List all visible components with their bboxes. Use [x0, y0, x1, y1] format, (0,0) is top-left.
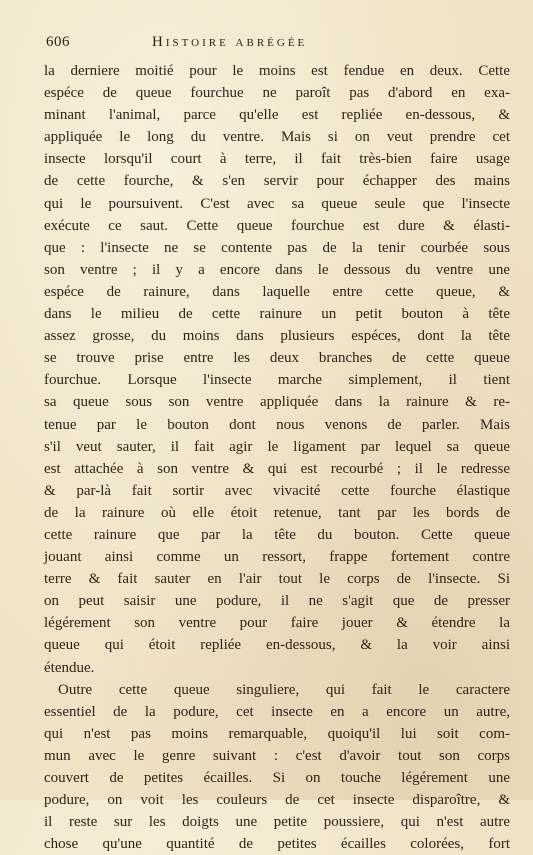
text-line: qui n'est pas moins remarquable, quoiqu'il lui soit com- [44, 725, 510, 742]
text-line: son ventre ; il y a encore dans le dessous du ventre une [44, 261, 510, 278]
text-line: jouant ainsi comme un ressort, frappe fortement contre [44, 549, 510, 566]
text-line: couvert de petites écailles. Si on touche légérement une [44, 770, 510, 786]
text-line: insecte lorsqu'il court à terre, il fait très-bien faire usage [44, 151, 510, 168]
text-line: tenue par le bouton dont nous venons de parler. Mais [44, 416, 510, 433]
text-line: fourchue. Lorsque l'insecte marche simplement, il tient [44, 372, 510, 389]
text-line: podure, on voit les couleurs de cet insecte disparoître, & [44, 792, 510, 809]
text-line: il reste sur les doigts une petite poussiere, qui n'est autre [44, 814, 510, 831]
text-line: on peut saisir une podure, il ne s'agit que de presser [44, 593, 510, 610]
text-line: cette rainure que par la tête du bouton. Cette queue [44, 526, 510, 543]
text-line: est attachée à son ventre & qui est recourbé ; il le redresse [44, 460, 510, 477]
page-header [46, 30, 494, 54]
text-line: exécute ce saut. Cette queue fourchue est dure & élasti- [44, 217, 510, 234]
running-head: Histoire abrégée [152, 34, 308, 50]
text-line: s'il veut sauter, il fait agir le ligament par lequel sa queue [44, 438, 510, 455]
text-line: se trouve prise entre les deux branches de cette queue [44, 350, 510, 367]
text-line: sa queue sous son ventre appliquée dans la rainure & re- [44, 394, 510, 411]
text-line: de cette fourche, & s'en servir pour échapper des mains [44, 173, 510, 190]
text-line: chose qu'une quantité de petites écailles colorées, fort [44, 836, 510, 853]
text-line: terre & fait sauter en l'air tout le corps de l'insecte. Si [44, 571, 510, 588]
body-text [44, 60, 510, 855]
text-line: minant l'animal, parce qu'elle est repliée en-dessous, & [44, 107, 510, 124]
text-line: appliquée le long du ventre. Mais si on veut prendre cet [44, 129, 510, 146]
text-line: de la rainure où elle étoit retenue, tant par les bords de [44, 504, 510, 521]
text-line: espéce de queue fourchue ne paroît pas d'abord en exa- [44, 85, 510, 102]
page-number: 606 [46, 34, 70, 50]
text-line: légérement son ventre pour faire jouer & étendre la [44, 615, 510, 632]
text-line: assez grosse, du moins dans plusieurs espéces, dont la tête [44, 328, 510, 345]
text-line: queue qui étoit repliée en-dessous, & la voir ainsi [44, 637, 510, 654]
text-line: mun avec le genre suivant : c'est d'avoir tout son corps [44, 747, 510, 764]
paragraph [44, 60, 510, 679]
text-line: Outre cette queue singuliere, qui fait le caractere [58, 681, 510, 698]
text-line: que : l'insecte ne se contente pas de la tenir courbée sous [44, 239, 510, 256]
text-line: dans le milieu de cette rainure un petit bouton à tête [44, 306, 510, 323]
text-line: qui le poursuivent. C'est avec sa queue seule que l'insecte [44, 195, 510, 212]
text-line: la derniere moitié pour le moins est fendue en deux. Cette [44, 63, 510, 79]
text-line: étendue. [44, 659, 95, 676]
paragraph [44, 679, 510, 855]
text-line: essentiel de la podure, cet insecte en a encore un autre, [44, 703, 510, 720]
text-line: espéce de rainure, dans laquelle entre cette queue, & [44, 283, 510, 300]
text-line: & par-là fait sortir avec vivacité cette fourche élastique [44, 482, 510, 499]
